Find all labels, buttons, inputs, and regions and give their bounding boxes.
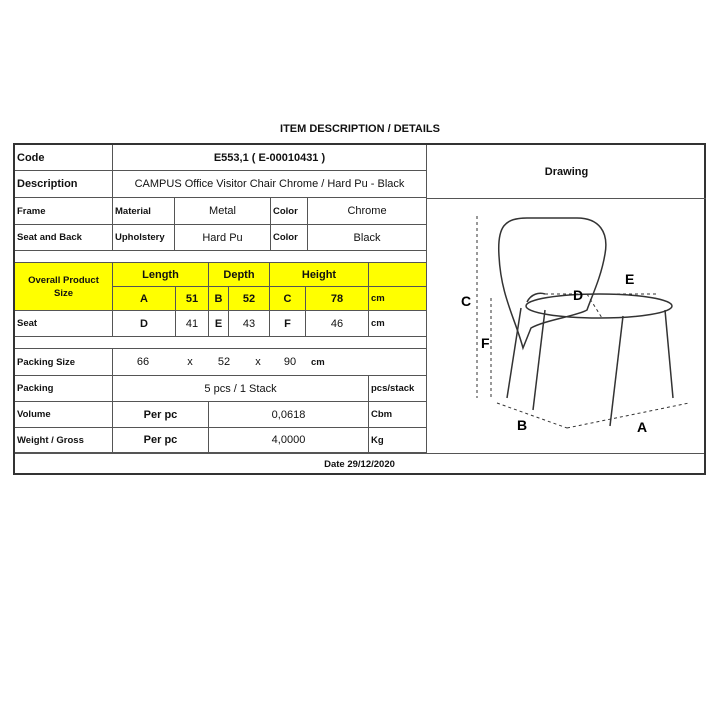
- frame-color-label: Color: [271, 198, 308, 225]
- code-value: E553,1 ( E-00010431 ): [113, 145, 427, 171]
- weight-unit: Kg: [369, 428, 427, 453]
- chair-drawing: [427, 198, 706, 453]
- frame-label: Frame: [15, 198, 113, 225]
- item-details-sheet: [13, 143, 706, 475]
- height-header: Height: [270, 263, 369, 287]
- dim-d-label: D: [113, 311, 176, 337]
- overall-unit: cm: [369, 287, 427, 311]
- code-label: Code: [15, 145, 113, 171]
- dim-c-value: 78: [306, 287, 369, 311]
- dim-a-label: A: [113, 287, 176, 311]
- chair-leg-back-right: [665, 310, 673, 398]
- dim-f-value: 46: [306, 311, 369, 337]
- seat-label: Seat: [15, 311, 113, 337]
- drawing-letter-e: E: [625, 271, 635, 287]
- volume-per: Per pc: [113, 402, 209, 428]
- overall-unit-header: [369, 263, 427, 287]
- packing-x-1: x: [173, 349, 207, 376]
- frame-color-value: Chrome: [308, 198, 427, 225]
- seat-back-color-value: Black: [308, 225, 427, 251]
- volume-value: 0,0618: [209, 402, 369, 428]
- upholstery-value: Hard Pu: [175, 225, 271, 251]
- weight-label: Weight / Gross: [15, 428, 113, 453]
- packing-unit: pcs/stack: [369, 376, 427, 402]
- packing-size-unit: cm: [305, 349, 427, 376]
- spacer-row: [15, 251, 427, 263]
- chair-frame: [527, 293, 545, 302]
- chair-seat: [526, 294, 672, 318]
- drawing-letter-f: F: [481, 335, 490, 351]
- dim-f-label: F: [270, 311, 306, 337]
- length-header: Length: [113, 263, 209, 287]
- volume-label: Volume: [15, 402, 113, 428]
- chair-leg-front-right: [610, 316, 623, 426]
- drawing-letter-d: D: [573, 287, 584, 303]
- packing-x-2: x: [241, 349, 275, 376]
- dim-c-label: C: [270, 287, 306, 311]
- frame-material-value: Metal: [175, 198, 271, 225]
- dim-a-value: 51: [176, 287, 209, 311]
- packing-value: 5 pcs / 1 Stack: [113, 376, 369, 402]
- weight-value: 4,0000: [209, 428, 369, 453]
- volume-unit: Cbm: [369, 402, 427, 428]
- dim-e-label: E: [209, 311, 229, 337]
- drawing-letter-c: C: [461, 293, 472, 309]
- chair-backrest: [499, 218, 606, 348]
- depth-header: Depth: [209, 263, 270, 287]
- dim-b-label: B: [209, 287, 229, 311]
- spacer-row-2: [15, 337, 427, 349]
- drawing-letter-b: B: [517, 417, 528, 433]
- drawing-panel: [427, 145, 706, 473]
- date-footer: Date 29/12/2020: [15, 453, 704, 474]
- seat-back-color-label: Color: [271, 225, 308, 251]
- dim-d-value: 41: [176, 311, 209, 337]
- description-label: Description: [15, 171, 113, 198]
- drawing-label: Drawing: [427, 145, 706, 199]
- packing-size-label: Packing Size: [15, 349, 113, 376]
- document-title: ITEM DESCRIPTION / DETAILS: [280, 123, 440, 135]
- dim-b-value: 52: [229, 287, 270, 311]
- packing-length: 66: [113, 349, 173, 376]
- seat-unit: cm: [369, 311, 427, 337]
- packing-width: 52: [207, 349, 241, 376]
- drawing-letter-a: A: [637, 419, 648, 435]
- dim-e-value: 43: [229, 311, 270, 337]
- seat-back-label: Seat and Back: [15, 225, 113, 251]
- description-value: CAMPUS Office Visitor Chair Chrome / Hard Pu - Black: [113, 171, 427, 198]
- packing-height: 90: [275, 349, 305, 376]
- frame-material-label: Material: [113, 198, 175, 225]
- weight-per: Per pc: [113, 428, 209, 453]
- packing-label: Packing: [15, 376, 113, 402]
- overall-size-label: Overall Product Size: [15, 263, 113, 311]
- upholstery-label: Upholstery: [113, 225, 175, 251]
